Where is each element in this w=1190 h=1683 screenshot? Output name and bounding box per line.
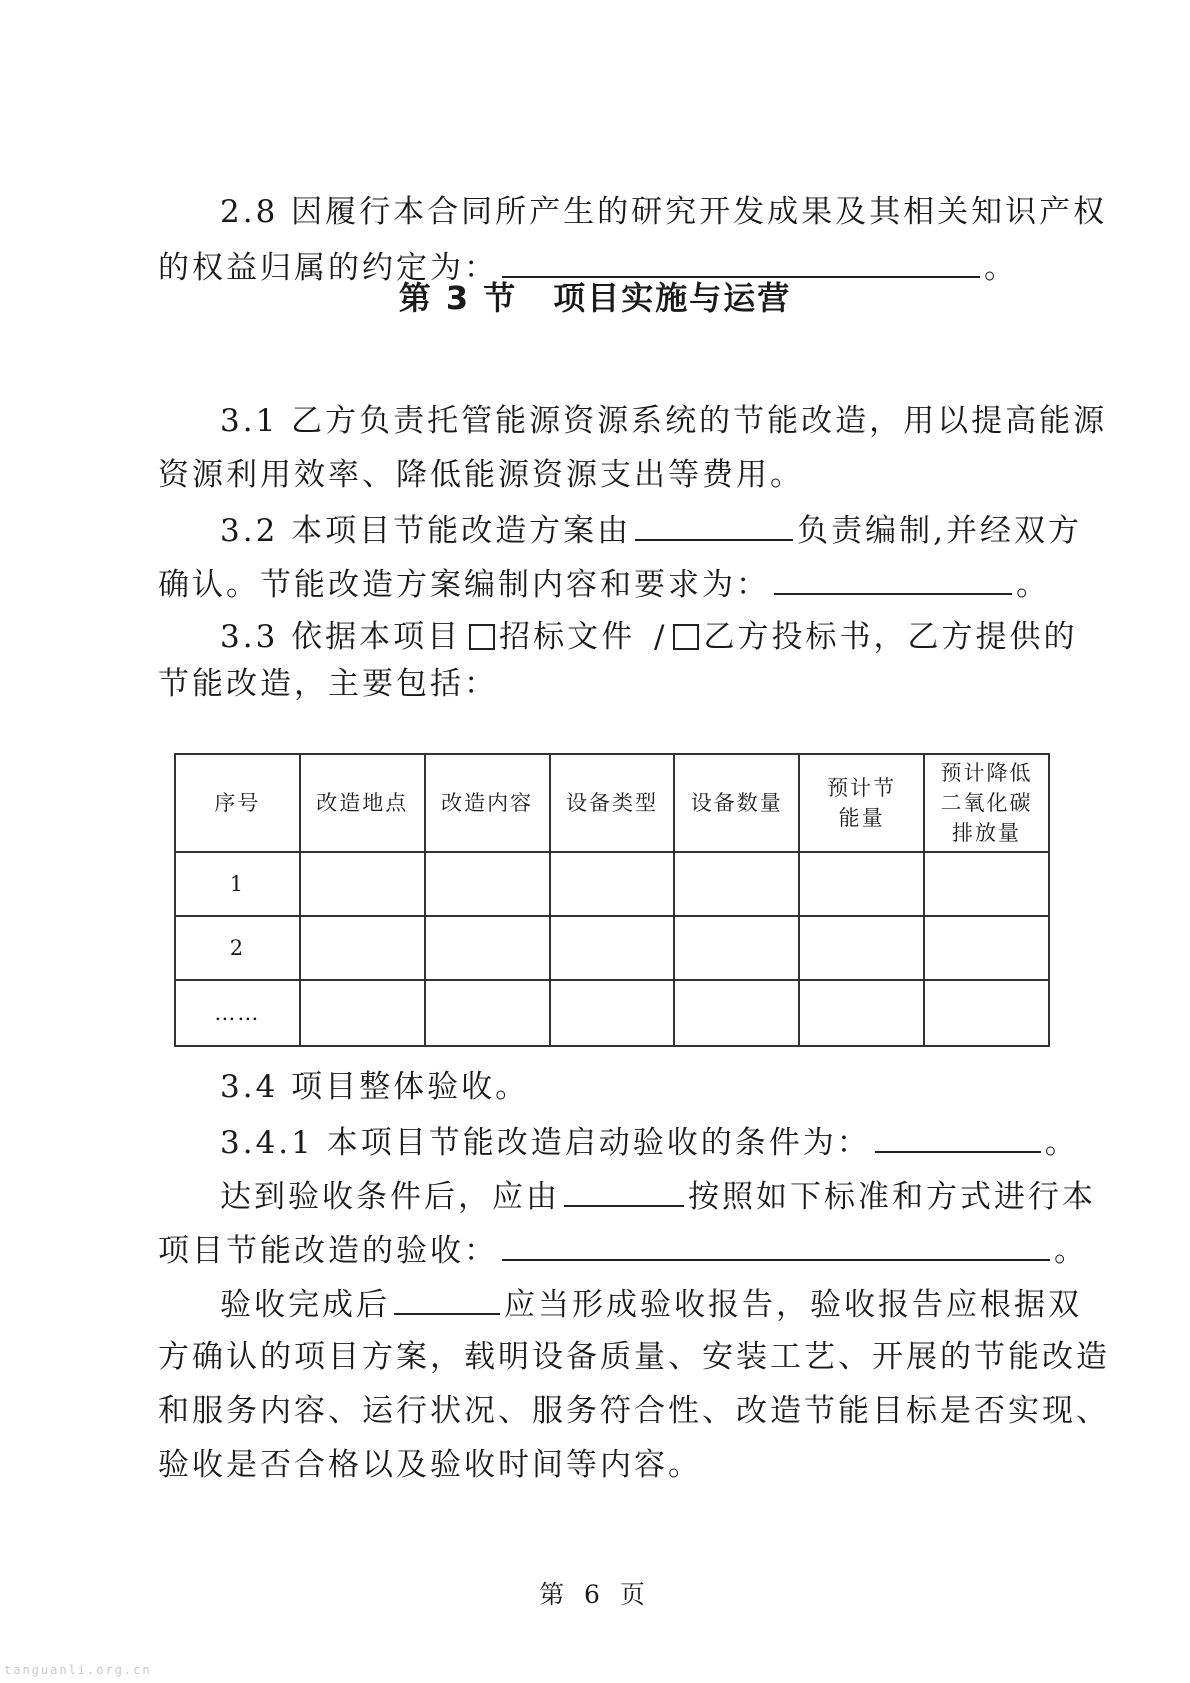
clause-3-1-line-1: 3.1 乙方负责托管能源资源系统的节能改造，用以提高能源: [220, 403, 1108, 439]
table-cell[interactable]: [799, 980, 924, 1046]
acceptance-party-blank[interactable]: [564, 1175, 684, 1207]
table-cell[interactable]: [425, 852, 550, 916]
table-cell[interactable]: [924, 852, 1049, 916]
clause-3-3-line-2: 节能改造，主要包括：: [158, 666, 498, 702]
acceptance-text-c: 项目节能改造的验收：: [158, 1233, 498, 1269]
section-heading: [0, 278, 1190, 318]
row-number: 1: [175, 852, 300, 916]
clause-3-4-1-text: 3.4.1 本项目节能改造启动验收的条件为：: [220, 1125, 871, 1161]
header-cell: 改造内容: [425, 754, 550, 852]
clause-2-8-label: 的权益归属的约定为：: [158, 250, 498, 286]
row-number: 2: [175, 916, 300, 980]
table-cell[interactable]: [550, 852, 675, 916]
period: 。: [984, 250, 1018, 286]
table-cell[interactable]: [425, 916, 550, 980]
table-cell[interactable]: [674, 916, 799, 980]
acceptance-line-1: [220, 1175, 1096, 1217]
header-cell: 预计降低二氧化碳排放量: [924, 754, 1049, 852]
clause-3-2-text-c: 确认。节能改造方案编制内容和要求为：: [158, 567, 770, 603]
table-cell[interactable]: [799, 916, 924, 980]
watermark: tanguanli.org.cn: [4, 1663, 152, 1677]
period: 。: [1044, 1125, 1079, 1161]
tender-doc-checkbox[interactable]: [469, 624, 495, 650]
acceptance-condition-blank[interactable]: [875, 1121, 1041, 1153]
section-number: 第 3 节: [398, 279, 518, 317]
report-line-1: [220, 1283, 1082, 1325]
acceptance-text-a: 达到验收条件后，应由: [220, 1179, 560, 1215]
clause-3-3-line-1: [220, 617, 1078, 657]
page-number: 第 6 页: [539, 1580, 651, 1609]
table-cell[interactable]: [300, 980, 425, 1046]
section-title: 项目实施与运营: [553, 279, 792, 317]
table-header-row: [175, 754, 1049, 852]
table-cell[interactable]: [550, 980, 675, 1046]
plan-author-blank[interactable]: [635, 509, 793, 541]
clause-3-3-text: 3.3 依据本项目: [220, 619, 462, 655]
option-separator: /: [654, 619, 668, 655]
table-cell[interactable]: [924, 916, 1049, 980]
acceptance-method-blank[interactable]: [502, 1229, 1050, 1261]
report-line-2: 方确认的项目方案，载明设备质量、安装工艺、开展的节能改造: [158, 1339, 1110, 1375]
bid-doc-checkbox[interactable]: [673, 624, 699, 650]
clause-3-2-text-a: 3.2 本项目节能改造方案由: [220, 513, 632, 549]
report-party-blank[interactable]: [394, 1283, 500, 1315]
table-row: [175, 916, 1049, 980]
period: 。: [1016, 567, 1050, 603]
header-cell: 改造地点: [300, 754, 425, 852]
table-cell[interactable]: [550, 916, 675, 980]
clause-3-4: 3.4 项目整体验收。: [220, 1069, 530, 1105]
clause-3-2-text-b: 负责编制,并经双方: [797, 513, 1083, 549]
acceptance-line-2: [158, 1229, 1088, 1271]
table-cell[interactable]: [924, 980, 1049, 1046]
table-cell[interactable]: [674, 852, 799, 916]
plan-requirements-blank[interactable]: [774, 563, 1012, 595]
table-row: [175, 852, 1049, 916]
report-text-a: 验收完成后: [220, 1287, 390, 1323]
table-cell[interactable]: [300, 916, 425, 980]
header-cell: 预计节能量: [799, 754, 924, 852]
retrofit-table: [174, 753, 1050, 1047]
table-row: [175, 980, 1049, 1046]
table-cell[interactable]: [300, 852, 425, 916]
header-cell: 设备类型: [550, 754, 675, 852]
report-text-b: 应当形成验收报告，验收报告应根据双: [504, 1287, 1082, 1323]
bid-doc-label: 乙方投标书，乙方提供的: [703, 619, 1078, 655]
header-cell: 序号: [175, 754, 300, 852]
tender-doc-label: 招标文件: [499, 619, 636, 655]
table-cell[interactable]: [799, 852, 924, 916]
clause-3-1-line-2: 资源利用效率、降低能源资源支出等费用。: [158, 457, 804, 493]
table-cell[interactable]: [425, 980, 550, 1046]
ip-ownership-blank[interactable]: [502, 246, 980, 278]
clause-3-2-line-2: [158, 563, 1050, 605]
clause-3-2-line-1: [220, 509, 1083, 551]
row-number: ……: [175, 980, 300, 1046]
clause-2-8-line-1: 2.8 因履行本合同所产生的研究开发成果及其相关知识产权: [220, 194, 1108, 230]
table-cell[interactable]: [674, 980, 799, 1046]
header-cell: 设备数量: [674, 754, 799, 852]
acceptance-text-b: 按照如下标准和方式进行本: [688, 1179, 1096, 1215]
report-line-3: 和服务内容、运行状况、服务符合性、改造节能目标是否实现、: [158, 1393, 1110, 1429]
report-line-4: 验收是否合格以及验收时间等内容。: [158, 1447, 702, 1483]
period: 。: [1054, 1233, 1088, 1269]
clause-3-4-1-line: [220, 1121, 1079, 1163]
